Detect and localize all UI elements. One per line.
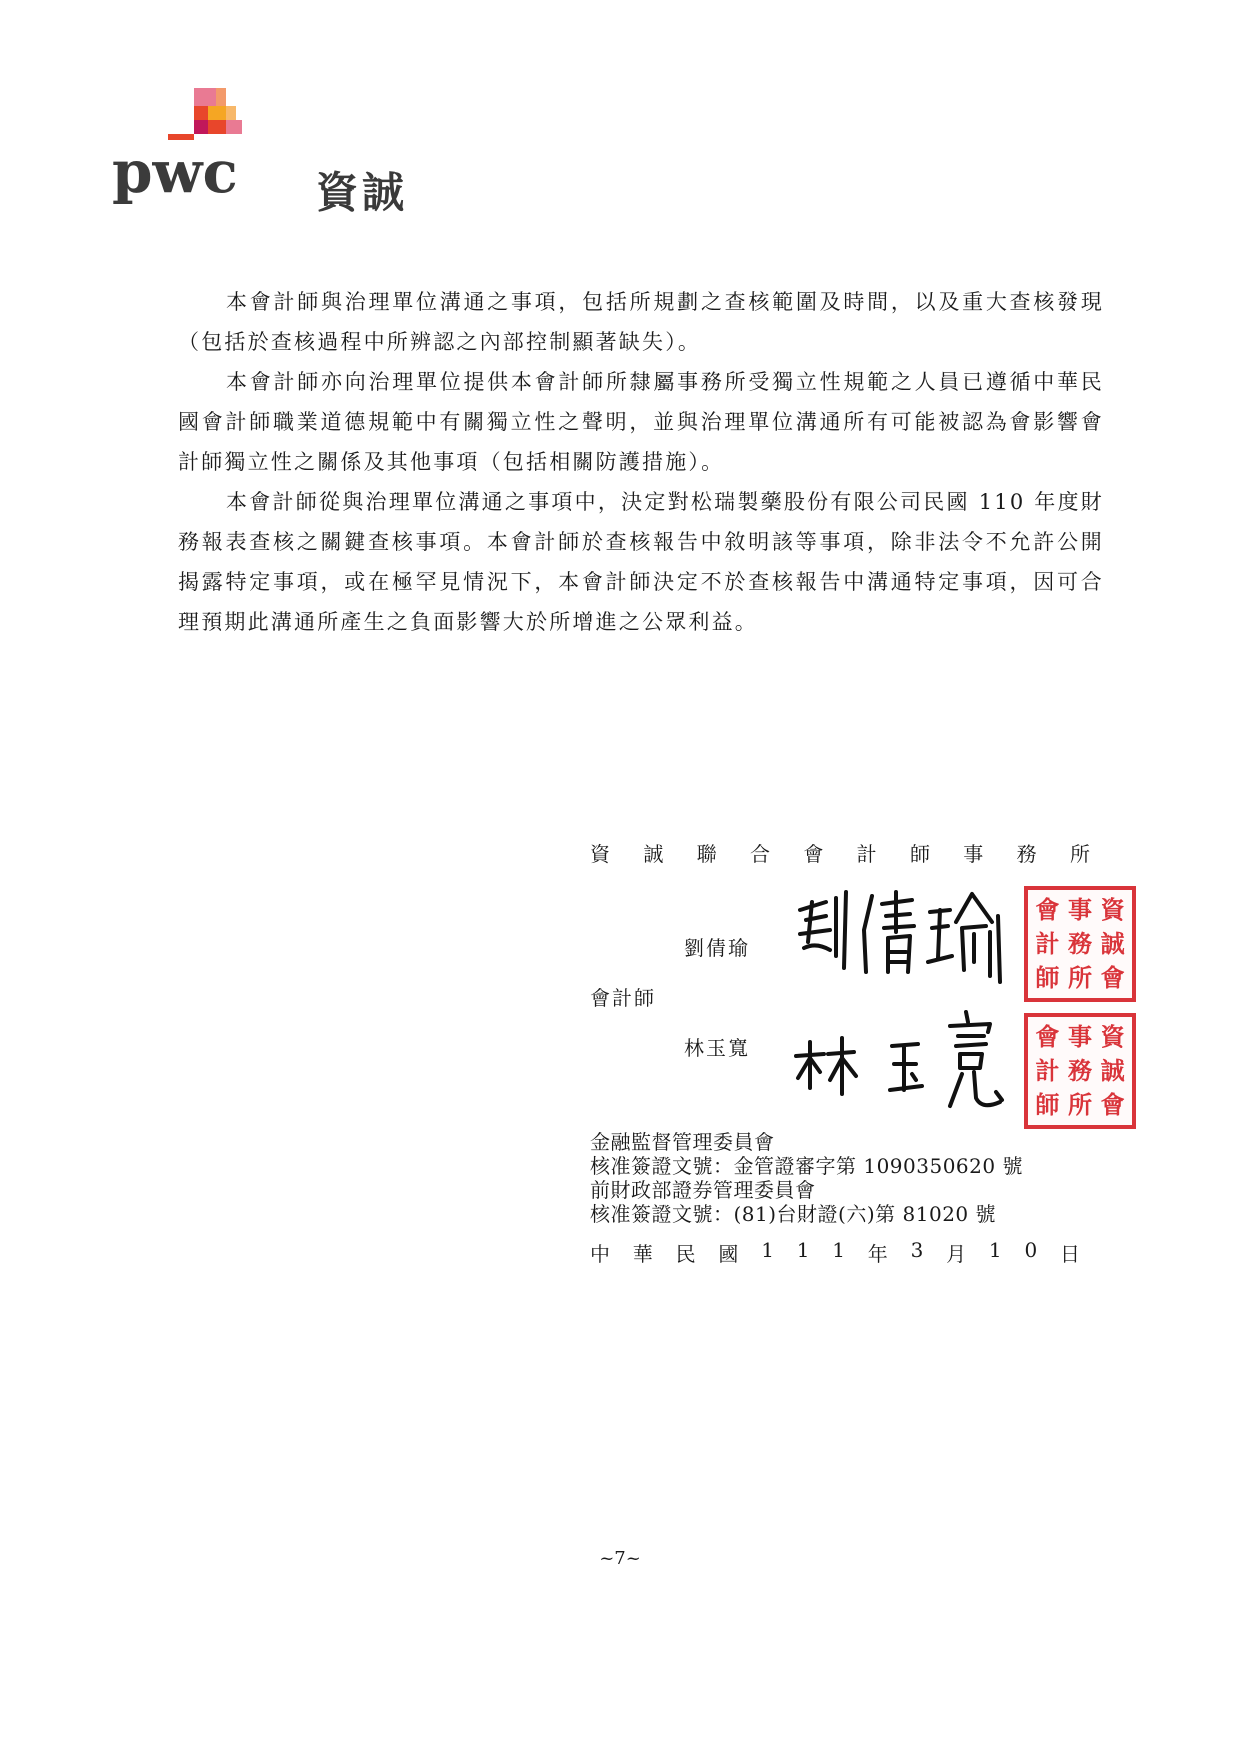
firm-name-char: 計: [856, 842, 877, 866]
registration-line-1: 金融監督管理委員會: [590, 1130, 775, 1154]
seal-char: 資: [1100, 1023, 1125, 1051]
firm-name-char: 誠: [643, 842, 664, 866]
paragraph-communication-scope: 本會計師與治理單位溝通之事項，包括所規劃之查核範圍及時間，以及重大查核發現（包括於查核過程中所辨認之內部控制顯著缺失）。: [178, 290, 1104, 354]
seal-char: 事: [1067, 1023, 1092, 1051]
seal-char: 務: [1067, 1057, 1092, 1085]
seal-char: 會: [1100, 1091, 1125, 1119]
firm-name-char: 聯: [696, 842, 717, 866]
seal-char: 計: [1035, 1057, 1060, 1085]
cpa-name-liu: 劉倩瑜: [684, 936, 750, 960]
report-body: [178, 282, 1104, 642]
seal-char: 誠: [1100, 1057, 1125, 1085]
date-part: 0: [1024, 1238, 1038, 1262]
registration-info: [590, 1130, 1023, 1226]
firm-name-char: 所: [1069, 842, 1090, 866]
date-part: 1: [988, 1238, 1002, 1262]
seal-char: 所: [1067, 1091, 1092, 1119]
firm-name-char: 事: [963, 842, 984, 866]
firm-name-char: 會: [803, 842, 824, 866]
seal-char: 師: [1035, 964, 1060, 992]
firm-name-char: 務: [1016, 842, 1037, 866]
paragraph-independence: 本會計師亦向治理單位提供本會計師所隸屬事務所受獨立性規範之人員已遵循中華民國會計師職業道德規範中有關獨立性之聲明，並與治理單位溝通所有可能被認為會影響會計師獨立性之關係及其他事項（包括相關防護措施）。: [178, 370, 1104, 474]
firm-name-char: 合: [749, 842, 770, 866]
registration-line-2: 核准簽證文號：金管證審字第 1090350620 號: [590, 1154, 1023, 1178]
date-part: 1: [832, 1238, 845, 1262]
page-number: ~7~: [599, 1548, 641, 1569]
seal-char: 會: [1100, 964, 1125, 992]
seal-char: 師: [1035, 1091, 1060, 1119]
cpa-name-lin: 林玉寬: [684, 1036, 750, 1060]
cpa-label: 會計師: [590, 986, 656, 1010]
seal-char: 會: [1035, 896, 1060, 924]
seal-char: 會: [1035, 1023, 1060, 1051]
date-part: 民: [675, 1242, 696, 1266]
seal-char: 事: [1067, 896, 1092, 924]
signature-block: [590, 820, 1150, 1300]
seal-char: 資: [1100, 896, 1125, 924]
date-part: 中: [590, 1242, 610, 1266]
date-part: 1: [796, 1238, 810, 1262]
firm-seal-a: [1024, 886, 1136, 1002]
firm-full-name: [590, 838, 1090, 867]
firm-name-char: 資: [590, 842, 610, 866]
firm-seal-b: [1024, 1013, 1136, 1129]
seal-char: 所: [1067, 964, 1092, 992]
date-part: 月: [946, 1242, 967, 1266]
firm-name-char: 師: [909, 842, 930, 866]
firm-short-name: 資誠: [316, 168, 409, 217]
seal-char: 計: [1035, 930, 1060, 958]
handwritten-signature-lin: [790, 1002, 1020, 1122]
date-part: 3: [910, 1238, 924, 1262]
registration-line-4: 核准簽證文號：(81)台財證(六)第 81020 號: [590, 1202, 996, 1226]
paragraph-key-audit-matters: 本會計師從與治理單位溝通之事項中，決定對松瑞製藥股份有限公司民國 110 年度財務報表查核之關鍵查核事項。本會計師於查核報告中敘明該等事項，除非法令不允許公開揭露特定事項，或在極罕見情況下，本會計師決定不於查核報告中溝通特定事項，因可合理預期此溝通所產生之負面影響大於所增進之公眾利益。: [178, 490, 1104, 634]
handwritten-signature-liu: [786, 872, 1016, 992]
date-part: 1: [761, 1238, 774, 1262]
date-part: 年: [867, 1242, 888, 1266]
seal-char: 務: [1067, 930, 1092, 958]
logo-text: pwc: [112, 138, 238, 206]
seal-char: 誠: [1100, 930, 1125, 958]
registration-line-3: 前財政部證券管理委員會: [590, 1178, 816, 1202]
date-part: 華: [632, 1242, 653, 1266]
date-part: 國: [718, 1242, 739, 1266]
pwc-logo: [112, 88, 282, 218]
date-part: 日: [1059, 1242, 1080, 1266]
report-date: [590, 1238, 1080, 1267]
pwc-logo-graphic: [112, 88, 282, 218]
